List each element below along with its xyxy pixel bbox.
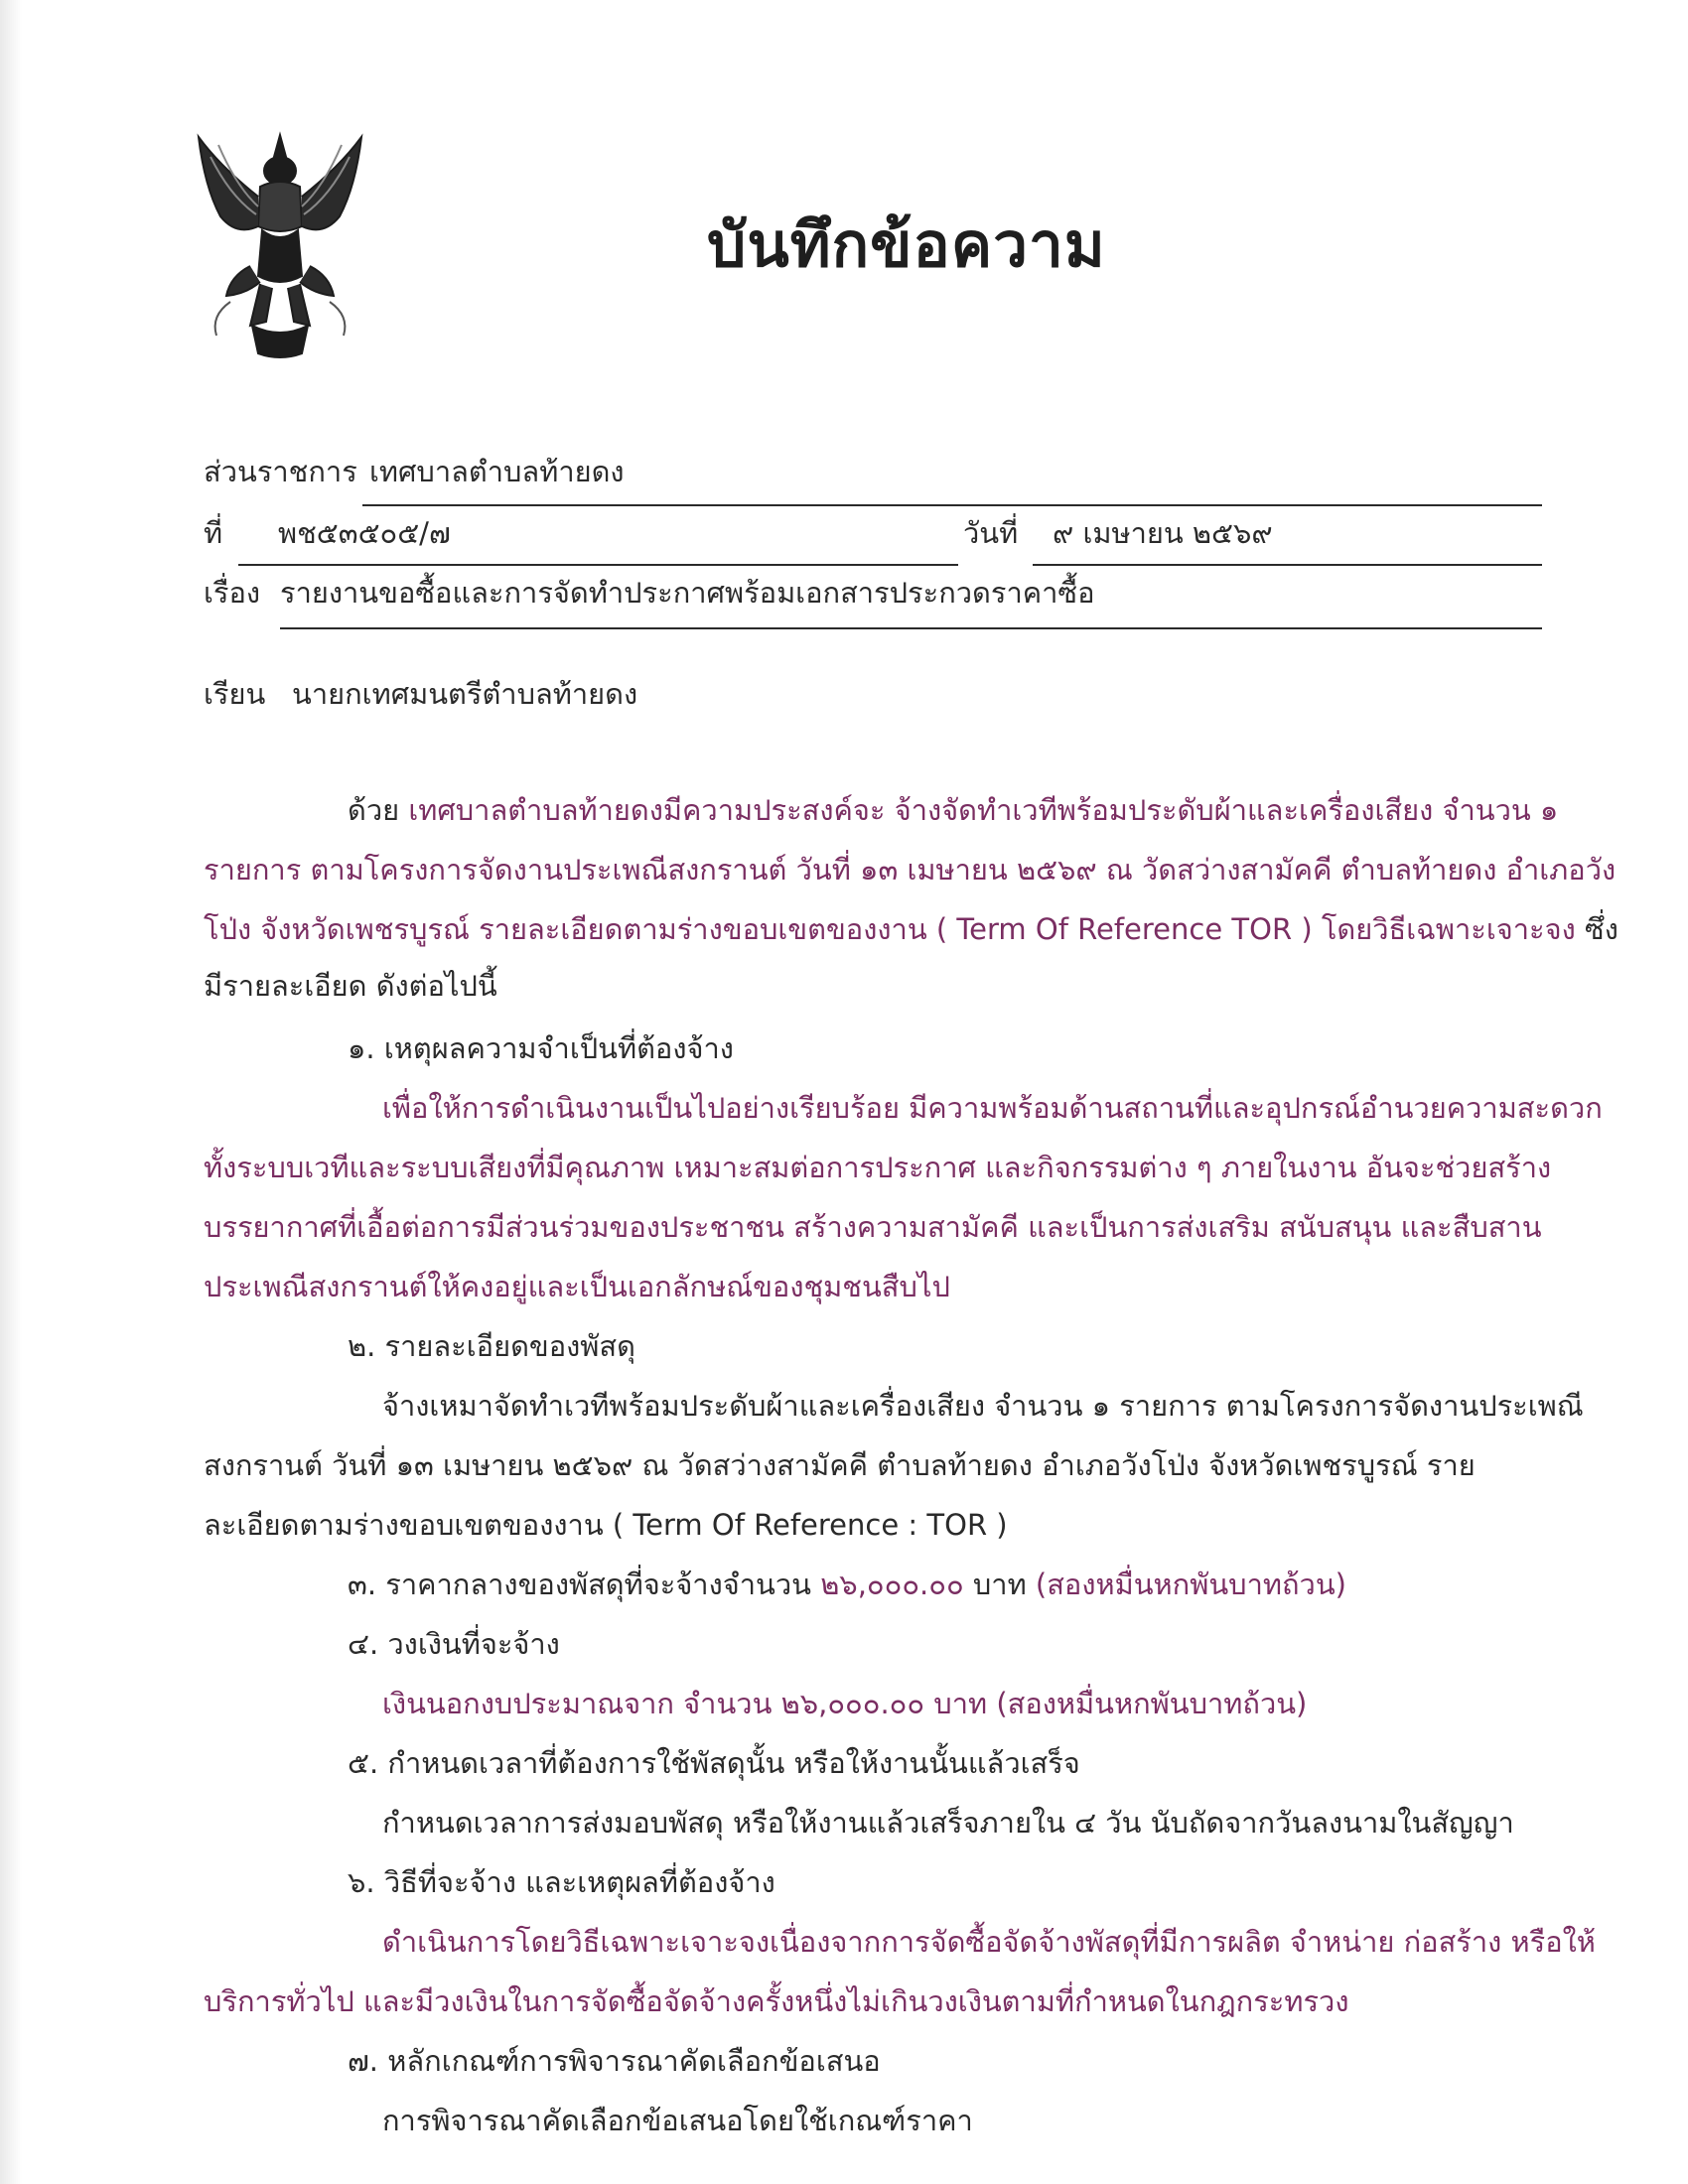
date-value: ๙ เมษายน ๒๕๖๙ [1053,516,1273,550]
section-2-line-2: สงกรานต์ วันที่ ๑๓ เมษายน ๒๕๖๙ ณ วัดสว่างสามัคคี ตำบลท้ายดง อำเภอวังโป่ง จังหวัดเพชรบูรณ์ ราย [204,1448,1476,1482]
intro-line-3-tail: ซึ่ง [1585,912,1618,946]
scan-edge-shadow [0,0,22,2184]
section-3-unit: บาท [972,1568,1027,1601]
section-1-heading: ๑. เหตุผลความจำเป็นที่ต้องจ้าง [348,1031,734,1065]
section-2-heading: ๒. รายละเอียดของพัสดุ [348,1329,635,1363]
to-value: นายกเทศมนตรีตำบลท้ายดง [292,677,638,711]
memo-title: บันทึกข้อความ [707,208,1106,281]
agency-value: เทศบาลตำบลท้ายดง [369,455,625,488]
section-1-line-4: ประเพณีสงกรานต์ให้คงอยู่และเป็นเอกลักษณ์ของชุมชนสืบไป [204,1270,950,1303]
section-2-line-3: ละเอียดตามร่างขอบเขตของงาน ( Term Of Reference : TOR ) [204,1508,1008,1542]
section-7-text: การพิจารณาคัดเลือกข้อเสนอโดยใช้เกณฑ์ราคา [382,2104,973,2137]
section-7-heading: ๗. หลักเกณฑ์การพิจารณาคัดเลือกข้อเสนอ [348,2044,881,2078]
ref-underline [238,564,958,566]
section-3-line [348,1562,1346,1607]
agency-underline [362,504,1542,506]
section-3-amount: ๒๖,๐๐๐.๐๐ [820,1568,964,1601]
ref-value: พช๕๓๕๐๕/๗ [278,516,451,550]
intro-text: เทศบาลตำบลท้ายดงมีความประสงค์จะ จ้างจัดทำเวทีพร้อมประดับผ้าและเครื่องเสียง จำนวน ๑ [408,793,1559,827]
section-3-label: ๓. ราคากลางของพัสดุที่จะจ้างจำนวน [348,1568,811,1601]
section-4-line-1: เงินนอกงบประมาณจาก จำนวน ๒๖,๐๐๐.๐๐ บาท (สองหมื่นหกพันบาทถ้วน) [382,1687,1308,1720]
intro-line-1 [348,787,1558,833]
section-1-line-2: ทั้งระบบเวทีและระบบเสียงที่มีคุณภาพ เหมาะสมต่อการประกาศ และกิจกรรมต่าง ๆ ภายในงาน อันจะช่วยสร้าง [204,1151,1552,1184]
subject-label: เรื่อง [204,576,261,610]
intro-line-2: รายการ ตามโครงการจัดงานประเพณีสงกรานต์ วันที่ ๑๓ เมษายน ๒๕๖๙ ณ วัดสว่างสามัคคี ตำบลท้ายดง อำเภอวัง [204,853,1617,887]
section-4-heading: ๔. วงเงินที่จะจ้าง [348,1627,560,1661]
section-7-line-1 [382,2098,973,2143]
section-6-heading: ๖. วิธีที่จะจ้าง และเหตุผลที่ต้องจ้าง [348,1865,775,1899]
intro-prefix: ด้วย [348,793,400,827]
section-1-line-1: เพื่อให้การดำเนินงานเป็นไปอย่างเรียบร้อย มีความพร้อมด้านสถานที่และอุปกรณ์อำนวยความสะดวก [382,1091,1603,1125]
date-underline [1033,564,1542,566]
section-5-heading: ๕. กำหนดเวลาที่ต้องการใช้พัสดุนั้น หรือให้งานนั้นแล้วเสร็จ [348,1746,1080,1780]
section-6-line-2: บริการทั่วไป และมีวงเงินในการจัดซื้อจัดจ้างครั้งหนึ่งไม่เกินวงเงินตามที่กำหนดในกฎกระทรวง [204,1984,1349,2018]
date-label: วันที่ [963,516,1019,550]
garuda-emblem-icon [191,127,369,365]
to-label: เรียน [204,677,266,711]
section-1-line-3: บรรยากาศที่เอื้อต่อการมีส่วนร่วมของประชาชน สร้างความสามัคคี และเป็นการส่งเสริม สนับสนุน และสืบสาน [204,1210,1542,1244]
agency-label: ส่วนราชการ [204,455,357,488]
subject-value: รายงานขอซื้อและการจัดทำประกาศพร้อมเอกสารประกวดราคาซื้อ [280,576,1095,610]
section-3-amount-words: (สองหมื่นหกพันบาทถ้วน) [1035,1568,1346,1601]
intro-line-3-text: โป่ง จังหวัดเพชรบูรณ์ รายละเอียดตามร่างขอบเขตของงาน ( Term Of Reference TOR ) โดยวิธีเฉพาะเจาะจง [204,912,1576,946]
section-2-line-1: จ้างเหมาจัดทำเวทีพร้อมประดับผ้าและเครื่องเสียง จำนวน ๑ รายการ ตามโครงการจัดงานประเพณี [382,1389,1584,1423]
section-5-line-1: กำหนดเวลาการส่งมอบพัสดุ หรือให้งานแล้วเสร็จภายใน ๔ วัน นับถัดจากวันลงนามในสัญญา [382,1806,1514,1840]
intro-line-3 [204,906,1618,952]
section-6-line-1: ดำเนินการโดยวิธีเฉพาะเจาะจงเนื่องจากการจัดซื้อจัดจ้างพัสดุที่มีการผลิต จำหน่าย ก่อสร้าง หรือให้ [382,1925,1596,1959]
ref-label: ที่ [204,516,223,550]
intro-line-4: มีรายละเอียด ดังต่อไปนี้ [204,969,497,1003]
subject-underline [280,627,1542,629]
